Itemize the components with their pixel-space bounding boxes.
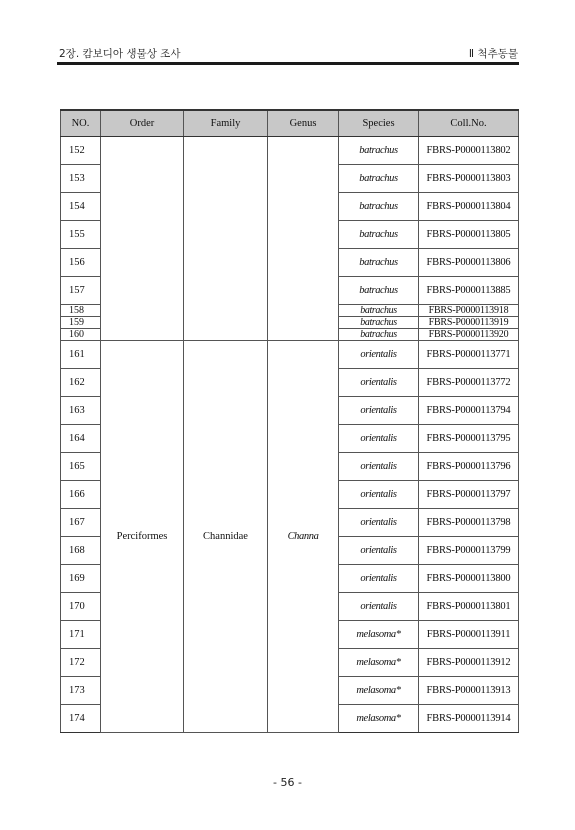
table-header-row xyxy=(61,110,519,137)
row-number: 162 xyxy=(61,369,101,397)
row-number: 165 xyxy=(61,453,101,481)
species-name: melasoma* xyxy=(339,649,419,677)
collection-number: FBRS-P0000113798 xyxy=(419,509,519,537)
row-number: 172 xyxy=(61,649,101,677)
column-header-family: Family xyxy=(184,110,268,137)
species-name: batrachus xyxy=(339,305,419,317)
row-number: 174 xyxy=(61,705,101,733)
collection-number: FBRS-P0000113795 xyxy=(419,425,519,453)
row-number: 168 xyxy=(61,537,101,565)
species-name: melasoma* xyxy=(339,621,419,649)
collection-number: FBRS-P0000113805 xyxy=(419,221,519,249)
collection-number: FBRS-P0000113918 xyxy=(419,305,519,317)
collection-number: FBRS-P0000113913 xyxy=(419,677,519,705)
table-row xyxy=(61,341,519,369)
column-header-genus: Genus xyxy=(268,110,339,137)
species-name: orientalis xyxy=(339,509,419,537)
collection-number: FBRS-P0000113800 xyxy=(419,565,519,593)
row-number: 169 xyxy=(61,565,101,593)
species-name: batrachus xyxy=(339,317,419,329)
row-number: 161 xyxy=(61,341,101,369)
collection-number: FBRS-P0000113802 xyxy=(419,137,519,165)
column-header-no: NO. xyxy=(61,110,101,137)
collection-number: FBRS-P0000113914 xyxy=(419,705,519,733)
species-name: batrachus xyxy=(339,221,419,249)
collection-number: FBRS-P0000113801 xyxy=(419,593,519,621)
column-header-order: Order xyxy=(101,110,184,137)
row-number: 170 xyxy=(61,593,101,621)
family-cell-empty xyxy=(184,137,268,341)
column-header-coll-no: Coll.No. xyxy=(419,110,519,137)
collection-number: FBRS-P0000113803 xyxy=(419,165,519,193)
species-name: melasoma* xyxy=(339,677,419,705)
row-number: 152 xyxy=(61,137,101,165)
row-number: 173 xyxy=(61,677,101,705)
genus-cell: Channa xyxy=(268,341,339,733)
collection-number: FBRS-P0000113771 xyxy=(419,341,519,369)
species-name: orientalis xyxy=(339,565,419,593)
species-name: melasoma* xyxy=(339,705,419,733)
genus-cell-empty xyxy=(268,137,339,341)
page-number: - 56 - xyxy=(273,776,302,789)
column-header-species: Species xyxy=(339,110,419,137)
species-name: batrachus xyxy=(339,137,419,165)
collection-number: FBRS-P0000113796 xyxy=(419,453,519,481)
row-number: 167 xyxy=(61,509,101,537)
collection-number: FBRS-P0000113772 xyxy=(419,369,519,397)
species-name: batrachus xyxy=(339,165,419,193)
collection-number: FBRS-P0000113919 xyxy=(419,317,519,329)
row-number: 157 xyxy=(61,277,101,305)
species-name: batrachus xyxy=(339,249,419,277)
order-cell: Perciformes xyxy=(101,341,184,733)
row-number: 156 xyxy=(61,249,101,277)
collection-number: FBRS-P0000113920 xyxy=(419,329,519,341)
row-number: 159 xyxy=(61,317,101,329)
species-name: orientalis xyxy=(339,397,419,425)
collection-number: FBRS-P0000113804 xyxy=(419,193,519,221)
species-name: batrachus xyxy=(339,193,419,221)
row-number: 154 xyxy=(61,193,101,221)
species-name: batrachus xyxy=(339,277,419,305)
row-number: 166 xyxy=(61,481,101,509)
row-number: 164 xyxy=(61,425,101,453)
section-title: Ⅱ 척추동물 xyxy=(468,48,518,60)
collection-number: FBRS-P0000113885 xyxy=(419,277,519,305)
species-name: orientalis xyxy=(339,593,419,621)
order-cell-empty xyxy=(101,137,184,341)
species-name: orientalis xyxy=(339,481,419,509)
table-row xyxy=(61,137,519,165)
collection-number: FBRS-P0000113912 xyxy=(419,649,519,677)
row-number: 171 xyxy=(61,621,101,649)
species-name: orientalis xyxy=(339,425,419,453)
species-name: orientalis xyxy=(339,369,419,397)
row-number: 160 xyxy=(61,329,101,341)
specimen-table xyxy=(60,109,519,733)
species-name: orientalis xyxy=(339,453,419,481)
row-number: 153 xyxy=(61,165,101,193)
row-number: 155 xyxy=(61,221,101,249)
collection-number: FBRS-P0000113797 xyxy=(419,481,519,509)
collection-number: FBRS-P0000113794 xyxy=(419,397,519,425)
chapter-title: 2장. 캄보디아 생물상 조사 xyxy=(59,48,181,60)
row-number: 163 xyxy=(61,397,101,425)
collection-number: FBRS-P0000113799 xyxy=(419,537,519,565)
species-name: orientalis xyxy=(339,537,419,565)
species-name: batrachus xyxy=(339,329,419,341)
header-rule xyxy=(57,62,519,65)
species-name: orientalis xyxy=(339,341,419,369)
row-number: 158 xyxy=(61,305,101,317)
family-cell: Channidae xyxy=(184,341,268,733)
collection-number: FBRS-P0000113806 xyxy=(419,249,519,277)
collection-number: FBRS-P0000113911 xyxy=(419,621,519,649)
